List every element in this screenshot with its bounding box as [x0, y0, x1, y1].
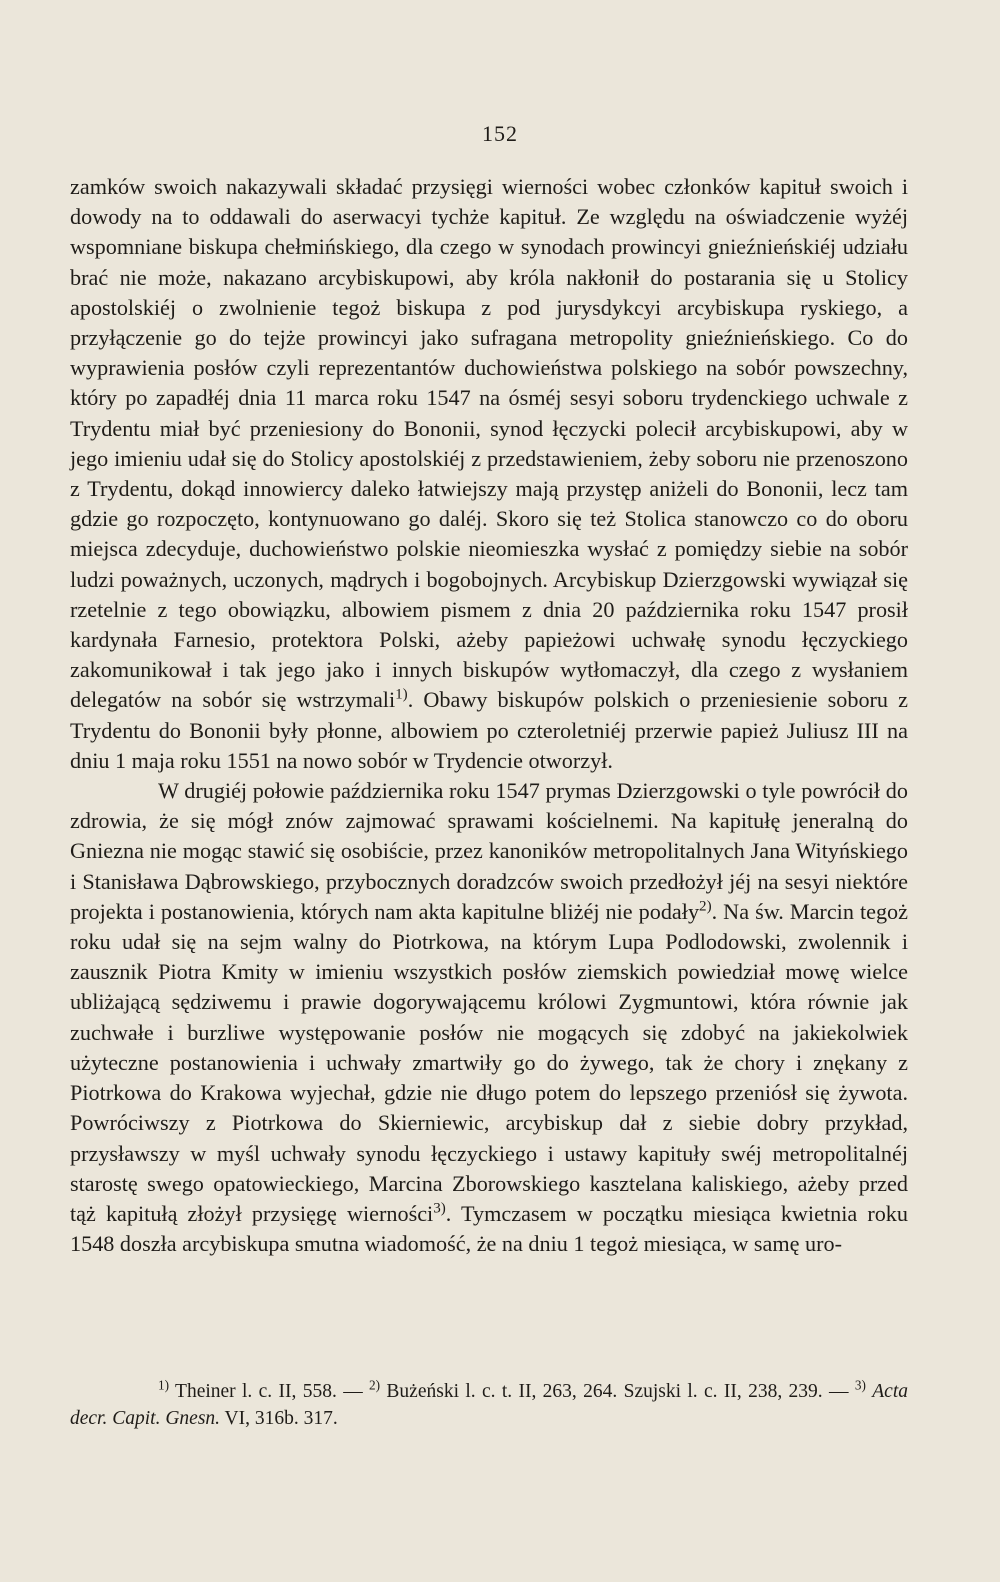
text-run: . Obawy biskupów polskich o przeniesienie soboru z Trydentu do Bononii były płonne, albowiem po czteroletniéj przerwie papież Juliusz III na dniu 1 maja roku 1551 na nowo sobór w Trydencie otworzył.	[70, 687, 908, 773]
footnote-marker: 1)	[158, 1377, 170, 1393]
paragraph-2	[70, 776, 908, 1259]
footnote-marker: 3)	[433, 1200, 446, 1217]
footnote-marker: 1)	[395, 687, 408, 704]
text-run: . Tymczasem w początku miesiąca kwietnia roku 1548 doszła arcybiskupa smutna wiadomość, że na dniu 1 tegoż miesiąca, w samę uro-	[70, 1200, 908, 1257]
footnote-marker: 3)	[854, 1377, 866, 1393]
text-run: W drugiéj połowie października roku 1547 prymas Dzierzgowski o tyle powrócił do zdrowia, że się mógł znów zajmować sprawami kościelnemi. Na kapitułę jeneralną do Gniezna nie mogąc stawić się osobiście, przez kanoników metropolitalnych Jana Wityńskiego i Stanisława Dąbrowskiego, przybocznych doradzców swoich przedłożył jéj na sesyi niektóre projekta i postanowienia, których nam akta kapitulne bliżéj nie podały	[70, 778, 908, 924]
text-run: . Na św. Marcin tegoż roku udał się na sejm walny do Piotrkowa, na którym Lupa Podlodowski, zwolennik i zausznik Piotra Kmity w imieniu wszystkich posłów ziemskich powiedział mowę wielce ubliżającą sędziwemu i prawie dogorywającemu królowi Zygmuntowi, która równie jak zuchwałe i burzliwe występowanie posłów nie mogących się zdobyć na jakiekolwiek użyteczne postanowienia i uchwały zmartwiły go do żywego, tak że chory i znękany z Piotrkowa do Krakowa wyjechał, gdzie nie długo potem do lepszego przeniósł się żywota. Powróciwszy z Piotrkowa do Skierniewic, arcybiskup dał z siebie dobry przykład, przysławszy w myśl uchwały synodu łęczyckiego i ustawy kapituły swéj metropolitalnéj starostę swego opatowieckiego, Marcina Zborowskiego kasztelana kaliskiego, ażeby przed tąż kapitułą złożył przysięgę wierności	[70, 898, 908, 1226]
footnote-marker: 2)	[699, 898, 712, 915]
footnote-marker: 2)	[369, 1377, 381, 1393]
footnote-line	[70, 1378, 908, 1432]
text-run: Theiner l. c. II, 558. —	[169, 1381, 370, 1402]
page-number: 152	[482, 121, 518, 146]
text-run: zamków swoich nakazywali składać przysięgi wierności wobec członków kapituł swoich i dowody na to oddawali do aserwacyi tychże kapituł. Ze względu na oświadczenie wyżéj wspomniane biskupa chełmińskiego, dla czego w synodach prowincyi gnieźnieńskiéj udziału brać nie może, nakazano arcybiskupowi, aby króla nakłonił do postarania się u Stolicy apostolskiéj o zwolnienie tegoż biskupa z pod jurysdykcyi arcybiskupa ryskiego, a przyłączenie go do tejże prowincyi jako sufragana metropolity gnieźnieńskiego. Co do wyprawienia posłów czyli reprezentantów duchowieństwa polskiego na sobór powszechny, który po zapadłéj dnia 11 marca roku 1547 na ósméj sesyi soboru trydenckiego uchwale z Trydentu miał być przeniesiony do Bononii, synod łęczycki polecił arcybiskupowi, aby w jego imieniu udał się do Stolicy apostolskiéj z przedstawieniem, żeby soboru nie przenoszono z Trydentu, dokąd innowiercy daleko łatwiejszy mają przystęp aniżeli do Bononii, lecz tam gdzie go rozpoczęto, kontynuowano go daléj. Skoro się też Stolica stanowczo co do oboru miejsca zdecyduje, duchowieństwo polskie nieomieszka wysłać z pomiędzy siebie na sobór ludzi poważnych, uczonych, mądrych i bogobojnych. Arcybiskup Dzierzgowski wywiązał się rzetelnie z tego obowiązku, albowiem pismem z dnia 20 października roku 1547 prosił kardynała Farnesio, protektora Polski, ażeby papieżowi uchwałę synodu łęczyckiego zakomunikował i tak jego jako i innych biskupów wytłomaczył, dla czego z wysłaniem delegatów na sobór się wstrzymali	[70, 174, 908, 713]
paragraph-1	[70, 172, 908, 776]
footnotes	[70, 1378, 908, 1432]
italic-citation: Acta decr. Capit. Gnesn.	[70, 1381, 908, 1429]
text-run: VI, 316b. 317.	[220, 1408, 338, 1429]
body-text	[70, 172, 908, 1259]
text-run: Bużeński l. c. t. II, 263, 264. Szujski l. c. II, 238, 239. —	[380, 1381, 855, 1402]
